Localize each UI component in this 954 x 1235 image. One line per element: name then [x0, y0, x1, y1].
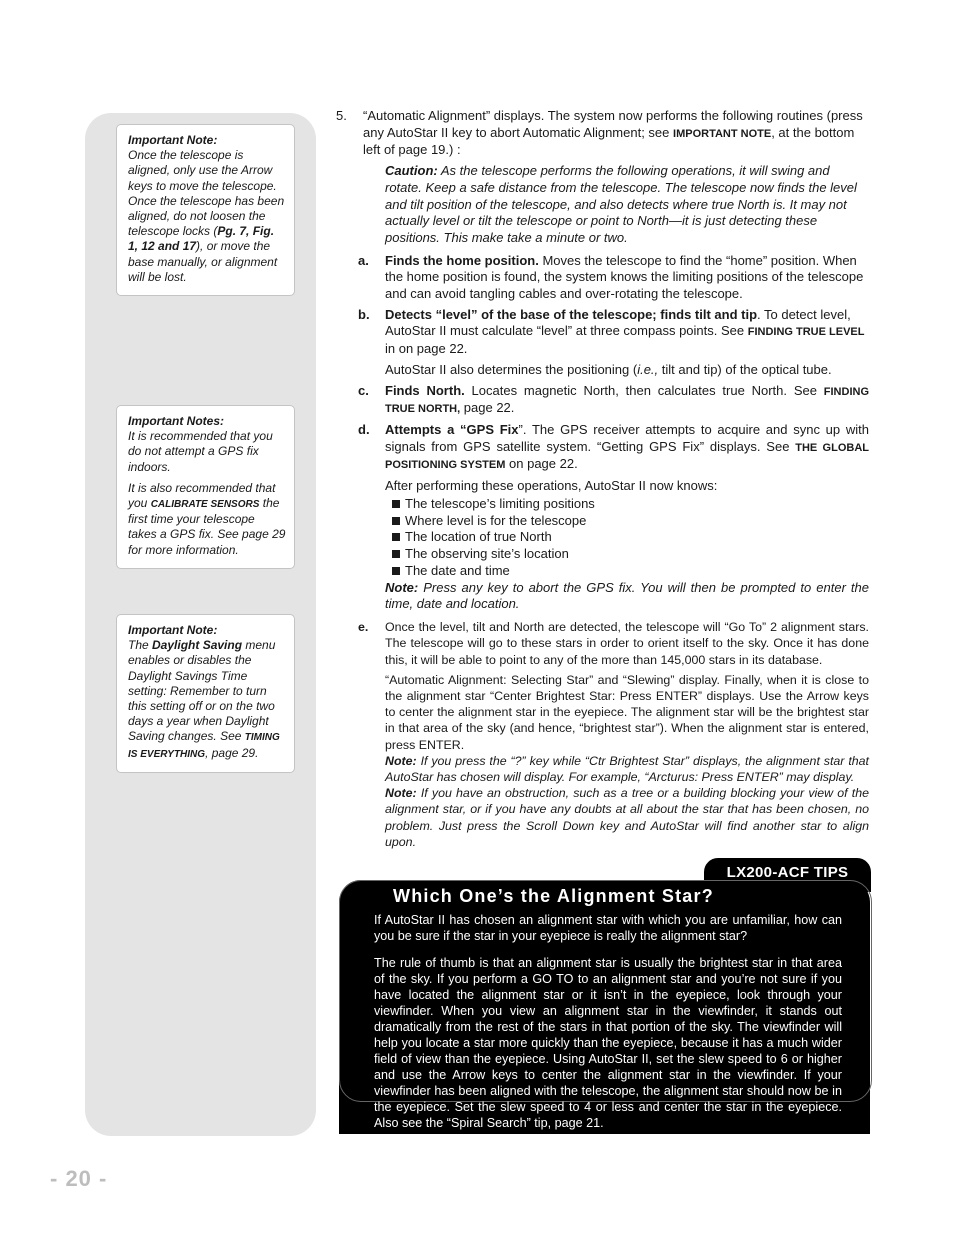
- item-letter: c.: [358, 382, 369, 398]
- note-text: menu enables or disables the Daylight Savings Time setting: Remember to turn this setting off or on the two days a year when Daylight Saving changes. See: [128, 638, 276, 744]
- item-letter: e.: [358, 620, 369, 635]
- step-5: [336, 108, 869, 159]
- note-text: If you press the “?” key while “Ctr Brightest Star” displays, the alignment star that AutoStar has chosen will display. For example, “Arcturus: Press ENTER” may display.: [385, 753, 869, 784]
- item-b-extra: [385, 362, 869, 379]
- item-bold: Finds North.: [385, 382, 465, 398]
- item-text: Moves the telescope to find the “home” position. When the home position is found, the system knows the limiting positions of the telescope and can avoid tangling cables and over-rotating the telescope.: [385, 252, 864, 302]
- page-number: - 20 -: [50, 1166, 108, 1191]
- step-ref: IMPORTANT NOTE: [673, 127, 772, 140]
- item-d-after: After performing these operations, AutoStar II now knows:: [385, 478, 718, 494]
- note-bold-ref: Daylight Saving: [152, 638, 243, 653]
- tips-title: Which One’s the Alignment Star?: [393, 886, 714, 906]
- item-text: AutoStar II also determines the positioning (: [385, 361, 638, 377]
- item-text: Once the level, tilt and North are detected, the telescope will “Go To” 2 alignment stars. The telescope will go to these stars in order to orient itself to the sky. Once it has done this, it will be able to point to any of the more than 145,000 stars in its database.: [385, 620, 869, 667]
- tips-body: [374, 912, 842, 1142]
- item-bold: Detects “level” of the base of the telescope; finds tilt and tip: [385, 306, 758, 322]
- list-item-text: The telescope’s limiting positions: [405, 495, 595, 511]
- list-item-text: The observing site’s location: [405, 546, 569, 562]
- item-italic: i.e.,: [637, 361, 659, 377]
- note-heading: Important Note:: [128, 133, 218, 147]
- item-ref: FINDING TRUE NORTH,: [385, 385, 870, 416]
- note-bold-ref: Pg. 7, Fig. 1, 12 and 17: [128, 224, 275, 254]
- item-d: [358, 421, 870, 474]
- note-smallcaps-ref: TIMING IS EVERYTHING: [128, 732, 280, 760]
- list-item-text: The date and time: [405, 562, 510, 578]
- step-text: , at the bottom left of page 19.) :: [363, 124, 855, 158]
- knows-list: [392, 496, 869, 580]
- important-note-daylight: [116, 614, 295, 773]
- item-letter: a.: [358, 252, 369, 268]
- item-ref: THE GLOBAL POSITIONING SYSTEM: [385, 441, 869, 472]
- item-letter: b.: [358, 306, 370, 322]
- note-label: Note:: [385, 753, 417, 768]
- item-b: [358, 306, 869, 358]
- item-c: [358, 382, 870, 418]
- bullet-square-icon: [392, 517, 400, 525]
- item-e: [358, 619, 869, 668]
- item-a: [358, 252, 869, 303]
- step-text: “Automatic Alignment” displays. The system now performs the following routines (press any AutoStar II key to abort Automatic Alignment; see: [363, 108, 863, 140]
- note-text: the first time your telescope takes a GPS fix. See page 29 for more information.: [128, 496, 286, 557]
- note-text: , page 29.: [205, 745, 259, 760]
- note-text: It is recommended that you do not attempt a GPS fix indoors.: [128, 429, 273, 474]
- list-item: [392, 529, 869, 546]
- note-text: ), or move the base manually, or alignment will be lost.: [128, 239, 278, 284]
- caution-label: Caution:: [385, 163, 438, 179]
- tips-tab: LX200-ACF TIPS: [704, 858, 871, 892]
- main-content: [336, 108, 869, 854]
- tips-paragraph: The rule of thumb is that an alignment star is usually the brightest star in that area of the sky. If you perform a GO TO to an alignment star and you’re not sure if you have located the alignment star or it isn’t in the eyepiece, look through your viewfinder. When you view an alignment star in the viewfinder, it stands out dramatically from the rest of the stars in that portion of the sky. The viewfinder will help you locate a star more quickly than the eyepiece, because it has a much wider field of view than the eyepiece. Using AutoStar II, set the slew speed to 6 or higher and use the Arrow keys to center the alignment star in the viewfinder. If your viewfinder has been aligned with the telescope, the alignment star should now be in the eyepiece. Set the slew speed to 4 or less and center the star in the eyepiece. Also see the “Spiral Search” tip, page 21.: [374, 956, 842, 1130]
- item-text: in on page 22.: [385, 341, 468, 357]
- note-label: Note:: [385, 786, 417, 801]
- important-notes-gps: [116, 405, 295, 569]
- bullet-square-icon: [392, 550, 400, 558]
- list-item-text: Where level is for the telescope: [405, 512, 587, 528]
- item-text: page 22.: [460, 400, 515, 416]
- item-letter: d.: [358, 421, 370, 437]
- note-heading: Important Note:: [128, 623, 218, 637]
- step-number: 5.: [336, 108, 347, 123]
- note-text: If you have an obstruction, such as a tree or a building blocking your view of the alignment star, or if you have any doubts at all about the star that has been chosen, no problem. Just press the Scroll Down key and AutoStar will find another star to align upon.: [385, 786, 869, 849]
- item-e-p2: “Automatic Alignment: Selecting Star” and “Slewing” display. Finally, when it is close to the alignment star “Center Brightest Star: Press ENTER” displays. Use the Arrow keys to center the alignment star in the eyepiece. The alignment star will be the brightest star in that area of the sky (and hence, “brightest star”). When the alignment star is entered, press ENTER.: [385, 672, 869, 752]
- item-text: Locates magnetic North, then calculates true North. See: [464, 382, 824, 398]
- bullet-square-icon: [392, 567, 400, 575]
- note-label: Note:: [385, 579, 419, 595]
- note-text: It is also recommended that you: [128, 480, 276, 511]
- note-text: Once the telescope is aligned, only use the Arrow keys to move the telescope. Once the telescope has been aligned, do not loosen the telescope locks (: [128, 148, 285, 239]
- caution-text: As the telescope performs the following operations, it will swing and rotate. Keep a safe distance from the telescope. The telescope now finds the level and tilt position of the telescope, and also detects where true North is. It may not actually level or tilt the telescope or point to North—it is just detecting these positions. This make take a minute or two.: [385, 163, 857, 245]
- tips-paragraph: If AutoStar II has chosen an alignment star with which you are unfamiliar, how can you be sure if the star in your eyepiece is really the alignment star?: [374, 913, 842, 943]
- item-text: tilt and tip) of the optical tube.: [658, 361, 832, 377]
- bullet-square-icon: [392, 500, 400, 508]
- caution-paragraph: [385, 163, 869, 247]
- item-text: on page 22.: [505, 456, 578, 472]
- note-text: Press any key to abort the GPS fix. You will then be prompted to enter the time, date and location.: [385, 579, 869, 612]
- item-bold: Finds the home position.: [385, 252, 539, 268]
- bullet-square-icon: [392, 533, 400, 541]
- note-text: The: [128, 638, 153, 653]
- important-note-alignment: [116, 124, 295, 296]
- item-d-note: [385, 580, 869, 613]
- item-bold: Attempts a “GPS Fix: [385, 421, 519, 437]
- list-item: [392, 546, 869, 563]
- item-e-note1: [385, 753, 869, 785]
- note-heading: Important Notes:: [128, 414, 224, 428]
- list-item: [392, 496, 869, 513]
- list-item: [392, 563, 869, 580]
- item-text: ”. The GPS receiver attempts to acquire and sync up with signals from GPS satellite system. “Getting GPS Fix” displays. See: [385, 421, 870, 454]
- list-item: [392, 513, 869, 530]
- note-smallcaps-ref: CALIBRATE SENSORS: [150, 499, 260, 511]
- list-item-text: The location of true North: [405, 529, 552, 545]
- item-ref: FINDING TRUE LEVEL: [747, 326, 865, 339]
- item-e-note2: [385, 785, 869, 850]
- item-text: . To detect level, AutoStar II must calculate “level” at three compass points. See: [385, 306, 851, 339]
